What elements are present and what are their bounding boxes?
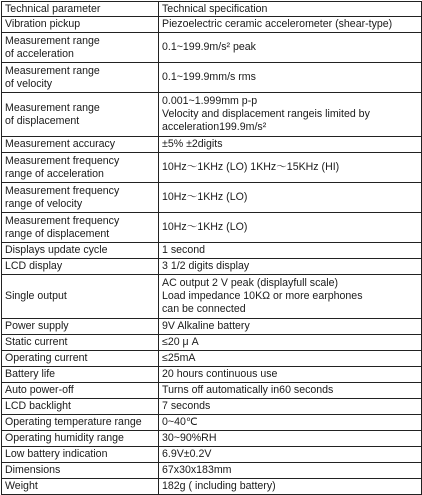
table-row xyxy=(2,447,422,463)
specification-text: 0.1~199.9mm/s rms xyxy=(162,71,256,83)
parameter-cell xyxy=(2,479,159,495)
parameter-cell xyxy=(2,319,159,335)
specification-cell xyxy=(159,137,422,153)
parameter-text: Vibration pickup xyxy=(5,18,81,30)
table-row xyxy=(2,319,422,335)
table-row xyxy=(2,335,422,351)
table-row xyxy=(2,415,422,431)
specification-cell xyxy=(159,93,422,137)
parameter-cell xyxy=(2,367,159,383)
specification-text: 0.1~199.9m/s² peak xyxy=(162,41,256,53)
parameter-text: Single output xyxy=(5,290,67,302)
parameter-text: LCD display xyxy=(5,260,63,272)
parameter-cell xyxy=(2,335,159,351)
parameter-text: Displays update cycle xyxy=(5,244,108,256)
parameter-cell xyxy=(2,243,159,259)
table-row xyxy=(2,431,422,447)
parameter-text: Measurement accuracy xyxy=(5,138,116,150)
table-body xyxy=(2,17,422,495)
specification-text: 6.9V±0.2V xyxy=(162,448,212,460)
specification-cell xyxy=(159,335,422,351)
table-header-row xyxy=(2,2,422,17)
parameter-text: range of velocity xyxy=(5,197,83,210)
specification-text: 182g ( including battery) xyxy=(162,480,276,492)
specification-cell xyxy=(159,33,422,63)
specification-text: 10Hz～1KHz (LO) xyxy=(162,221,248,233)
table-row xyxy=(2,351,422,367)
parameter-cell xyxy=(2,463,159,479)
parameter-text: Operating temperature range xyxy=(5,416,142,428)
specification-text: 0.001~1.999mm p-p xyxy=(162,95,258,107)
parameter-text: of velocity xyxy=(5,77,53,90)
specification-text: AC output 2 V peak (displayfull scale) xyxy=(162,277,339,289)
parameter-cell xyxy=(2,275,159,319)
parameter-text: of acceleration xyxy=(5,47,74,60)
parameter-text: Dimensions xyxy=(5,464,61,476)
parameter-text: Measurement range xyxy=(5,34,100,47)
header-parameter: Technical parameter xyxy=(2,2,159,17)
table-row xyxy=(2,137,422,153)
parameter-cell xyxy=(2,399,159,415)
table-row xyxy=(2,367,422,383)
specification-text: 10Hz～1KHz (LO) xyxy=(162,191,248,203)
parameter-cell xyxy=(2,183,159,213)
specification-cell xyxy=(159,17,422,33)
specification-cell xyxy=(159,319,422,335)
table-row xyxy=(2,275,422,319)
parameter-cell xyxy=(2,447,159,463)
parameter-cell xyxy=(2,137,159,153)
specification-cell xyxy=(159,415,422,431)
specification-text: 9V Alkaline battery xyxy=(162,320,250,332)
parameter-text: Operating current xyxy=(5,352,88,364)
specification-text: Piezoelectric ceramic accelerometer (shear-type) xyxy=(162,18,393,30)
parameter-cell xyxy=(2,383,159,399)
specification-text: 10Hz～1KHz (LO) 1KHz～15KHz (HI) xyxy=(162,161,340,173)
table-row xyxy=(2,479,422,495)
specification-text: 3 1/2 digits display xyxy=(162,260,250,272)
parameter-cell xyxy=(2,415,159,431)
specification-text: ≤25mA xyxy=(162,352,196,364)
parameter-text: Measurement frequency xyxy=(5,184,120,197)
table-row xyxy=(2,399,422,415)
specification-text: Turns off automatically in60 seconds xyxy=(162,384,334,396)
table-row xyxy=(2,93,422,137)
parameter-cell xyxy=(2,259,159,275)
parameter-text: range of acceleration xyxy=(5,167,104,180)
parameter-text: LCD backlight xyxy=(5,400,71,412)
parameter-text: Measurement range xyxy=(5,101,100,114)
specification-text: Velocity and displacement rangeis limited by xyxy=(162,108,370,120)
specification-cell xyxy=(159,479,422,495)
parameter-text: Static current xyxy=(5,336,68,348)
specification-text: 7 seconds xyxy=(162,400,211,412)
parameter-text: Measurement frequency xyxy=(5,214,120,227)
table-row xyxy=(2,183,422,213)
spec-table xyxy=(1,1,422,495)
specification-text: 0~40℃ xyxy=(162,416,198,428)
specification-cell xyxy=(159,259,422,275)
specification-cell xyxy=(159,367,422,383)
specification-text: 67x30x183mm xyxy=(162,464,232,476)
parameter-text: Weight xyxy=(5,480,38,492)
table-row xyxy=(2,63,422,93)
table-row xyxy=(2,33,422,63)
parameter-text: Measurement range xyxy=(5,64,100,77)
specification-text: 1 second xyxy=(162,244,205,256)
specification-text: 20 hours continuous use xyxy=(162,368,278,380)
specification-text: ≤20 μ A xyxy=(162,336,199,348)
specification-text: can be connected xyxy=(162,303,246,315)
table-row xyxy=(2,259,422,275)
header-specification: Technical specification xyxy=(159,2,422,17)
specification-cell xyxy=(159,63,422,93)
specification-text: ±5% ±2digits xyxy=(162,138,223,150)
parameter-cell xyxy=(2,93,159,137)
parameter-text: of displacement xyxy=(5,114,80,127)
table-row xyxy=(2,213,422,243)
specification-cell xyxy=(159,243,422,259)
parameter-cell xyxy=(2,431,159,447)
parameter-cell xyxy=(2,213,159,243)
parameter-text: Low battery indication xyxy=(5,448,108,460)
specification-text: acceleration199.9m/s² xyxy=(162,121,267,133)
table-row xyxy=(2,383,422,399)
table-row xyxy=(2,463,422,479)
parameter-cell xyxy=(2,33,159,63)
specification-text: 30~90%RH xyxy=(162,432,217,444)
specification-cell xyxy=(159,153,422,183)
parameter-text: Auto power-off xyxy=(5,384,74,396)
parameter-text: Power supply xyxy=(5,320,69,332)
specification-cell xyxy=(159,213,422,243)
specification-cell xyxy=(159,383,422,399)
table-row xyxy=(2,17,422,33)
specification-cell xyxy=(159,431,422,447)
parameter-cell xyxy=(2,153,159,183)
specification-cell xyxy=(159,351,422,367)
specification-cell xyxy=(159,183,422,213)
parameter-cell xyxy=(2,17,159,33)
parameter-text: Operating humidity range xyxy=(5,432,124,444)
parameter-text: range of displacement xyxy=(5,227,110,240)
specification-cell xyxy=(159,463,422,479)
table-row xyxy=(2,153,422,183)
table-row xyxy=(2,243,422,259)
parameter-text: Battery life xyxy=(5,368,56,380)
parameter-text: Measurement frequency xyxy=(5,154,120,167)
specification-cell xyxy=(159,399,422,415)
parameter-cell xyxy=(2,351,159,367)
specification-cell xyxy=(159,447,422,463)
specification-text: Load impedance 10KΩ or more earphones xyxy=(162,290,363,302)
parameter-cell xyxy=(2,63,159,93)
specification-cell xyxy=(159,275,422,319)
